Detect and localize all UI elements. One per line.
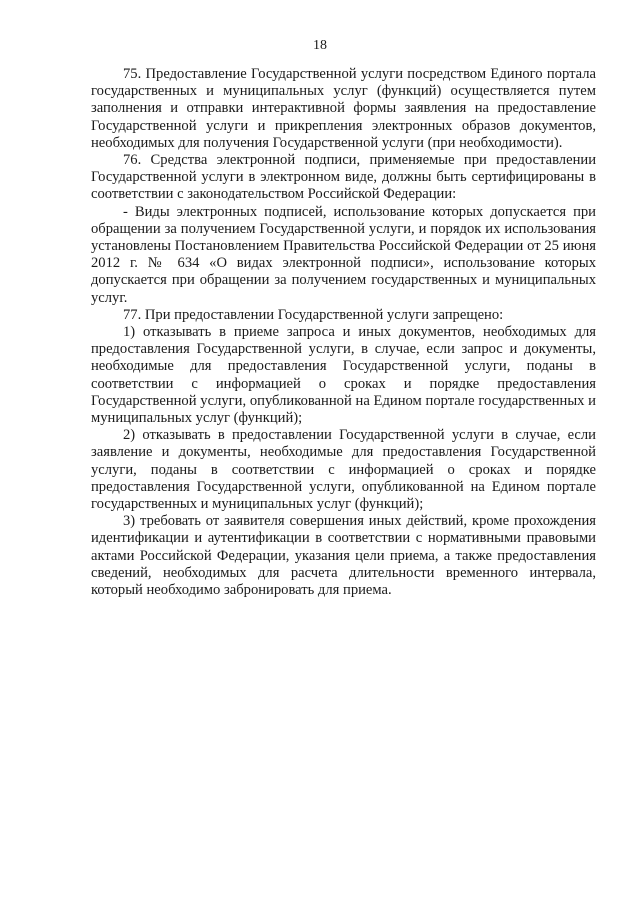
list-item-2: 2) отказывать в предоставлении Государственной услуги в случае, если заявление и документы, необходимые для предоставления Государственной услуги, поданы в соответствии с информацией о сроках и порядке предоставления Государственной услуги, опубликованной на Едином портале государственных и муниципальных услуг (функций);	[91, 427, 596, 513]
list-item-1: 1) отказывать в приеме запроса и иных документов, необходимых для предоставления Государственной услуги, в случае, если запрос и документы, необходимые для предоставления Государственной услуги, поданы в соответствии с информацией о сроках и порядке предоставления Государственной услуги, опубликованной на Едином портале государственных и муниципальных услуг (функций);	[91, 324, 596, 427]
list-item-3: 3) требовать от заявителя совершения иных действий, кроме прохождения идентификации и аутентификации в соответствии с нормативными правовыми актами Российской Федерации, указания цели приема, а также предоставления сведений, необходимых для расчета длительности временного интервала, который необходимо забронировать для приема.	[91, 513, 596, 599]
paragraph-75: 75. Предоставление Государственной услуги посредством Единого портала государственных и муниципальных услуг (функций) осуществляется путем заполнения и отправки интерактивной формы заявления на предоставление Государственной услуги и прикрепления электронных образов документов, необходимых для получения Государственной услуги (при необходимости).	[91, 66, 596, 151]
paragraph-76: 76. Средства электронной подписи, применяемые при предоставлении Государственной услуги в электронном виде, должны быть сертифицированы в соответствии с законодательством Российской Федерации:	[91, 152, 596, 203]
paragraph-77: 77. При предоставлении Государственной услуги запрещено:	[123, 306, 504, 323]
document-body	[91, 66, 596, 599]
paragraph-electronic-signature-types: - Виды электронных подписей, использование которых допускается при обращении за получением Государственной услуги, и порядок их использования установлены Постановлением Правительства Российской Федерации от 25 июня 2012 г. № 634 «О видах электронной подписи», использование которых допускается при обращении за получением государственных и муниципальных услуг.	[91, 203, 596, 306]
page-number: 18	[313, 38, 327, 53]
